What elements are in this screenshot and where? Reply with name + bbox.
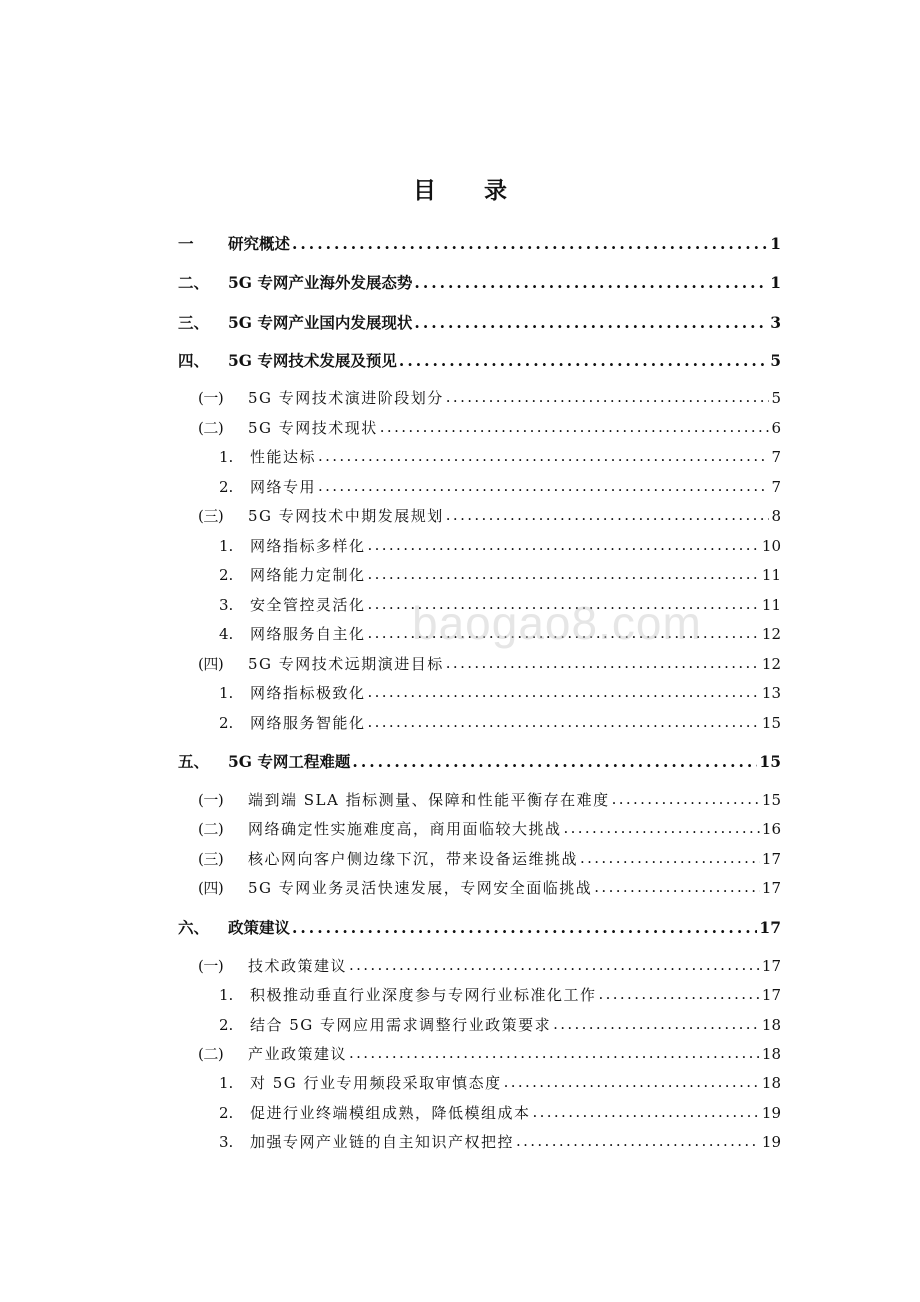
toc-entry-title: 加强专网产业链的自主知识产权把控 bbox=[250, 1133, 515, 1151]
toc-entry-page: 8 bbox=[771, 507, 781, 525]
toc-entry[interactable] bbox=[219, 712, 781, 736]
toc-dot-leader bbox=[349, 1044, 760, 1059]
toc-entry-title: 网络确定性实施难度高，商用面临较大挑战 bbox=[248, 820, 562, 838]
toc-dot-leader bbox=[414, 273, 768, 289]
toc-entry-title: 5G 专网工程难题 bbox=[228, 752, 351, 771]
toc-entry[interactable] bbox=[219, 682, 781, 706]
toc-entry[interactable] bbox=[198, 653, 781, 677]
toc-entry-page: 11 bbox=[761, 596, 781, 614]
toc-dot-leader bbox=[446, 506, 770, 521]
toc-dot-leader bbox=[599, 985, 760, 1000]
page-title: 目 录 bbox=[412, 177, 527, 204]
toc-entry-title: 产业政策建议 bbox=[248, 1045, 348, 1063]
toc-dot-leader bbox=[504, 1073, 760, 1088]
toc-dot-leader bbox=[318, 447, 769, 462]
toc-entry-title: 技术政策建议 bbox=[248, 957, 348, 975]
toc-dot-leader bbox=[533, 1103, 760, 1118]
toc-entry-title: 网络服务自主化 bbox=[250, 625, 366, 643]
toc-entry-title: 5G 专网技术中期发展规划 bbox=[248, 507, 444, 525]
toc-dot-leader bbox=[564, 819, 760, 834]
toc-dot-leader bbox=[352, 752, 757, 768]
toc-entry-title: 网络指标多样化 bbox=[250, 537, 366, 555]
toc-entry-page: 10 bbox=[761, 537, 781, 555]
toc-entry[interactable] bbox=[198, 789, 781, 813]
toc-dot-leader bbox=[516, 1132, 760, 1147]
toc-entry-number: 一 bbox=[178, 234, 194, 253]
toc-entry[interactable] bbox=[219, 535, 781, 559]
toc-entry[interactable] bbox=[198, 848, 781, 872]
toc-entry-number: (三) bbox=[198, 507, 224, 525]
toc-entry[interactable] bbox=[198, 505, 781, 529]
toc-entry-number: 三、 bbox=[178, 313, 210, 332]
toc-entry-title: 5G 专网技术发展及预见 bbox=[228, 351, 397, 370]
toc-entry[interactable] bbox=[178, 750, 781, 774]
toc-entry[interactable] bbox=[198, 417, 781, 441]
toc-entry-page: 18 bbox=[761, 1016, 781, 1034]
toc-dot-leader bbox=[414, 313, 768, 329]
toc-dot-leader bbox=[368, 565, 760, 580]
toc-dot-leader bbox=[553, 1015, 760, 1030]
toc-entry-page: 19 bbox=[761, 1133, 781, 1151]
toc-entry-page: 17 bbox=[761, 957, 781, 975]
toc-dot-leader bbox=[368, 536, 760, 551]
toc-entry[interactable] bbox=[198, 818, 781, 842]
toc-dot-leader bbox=[292, 234, 768, 250]
toc-entry-page: 5 bbox=[770, 351, 781, 370]
toc-entry-title: 积极推动垂直行业深度参与专网行业标准化工作 bbox=[250, 986, 597, 1004]
toc-entry-title: 安全管控灵活化 bbox=[250, 596, 366, 614]
toc-entry-number: 2. bbox=[219, 1104, 234, 1122]
watermark: baogao8.com bbox=[412, 597, 702, 649]
toc-dot-leader bbox=[292, 918, 757, 934]
toc-entry-number: 1. bbox=[219, 1074, 234, 1092]
toc-entry-number: 二、 bbox=[178, 273, 210, 292]
toc-entry-number: (四) bbox=[198, 879, 224, 897]
toc-entry-page: 13 bbox=[761, 684, 781, 702]
toc-entry-title: 政策建议 bbox=[228, 918, 291, 937]
toc-entry-title: 5G 专网产业国内发展现状 bbox=[228, 313, 413, 332]
toc-dot-leader bbox=[368, 713, 760, 728]
toc-entry-number: (二) bbox=[198, 419, 224, 437]
toc-entry[interactable] bbox=[178, 232, 781, 256]
toc-entry-number: 3. bbox=[219, 596, 234, 614]
toc-entry-number: (一) bbox=[198, 957, 224, 975]
toc-entry-number: 六、 bbox=[178, 918, 210, 937]
toc-entry[interactable] bbox=[219, 1102, 781, 1126]
toc-entry-page: 7 bbox=[771, 478, 781, 496]
toc-entry-title: 网络指标极致化 bbox=[250, 684, 366, 702]
toc-entry-title: 5G 专网业务灵活快速发展，专网安全面临挑战 bbox=[248, 879, 593, 897]
toc-entry-number: 1. bbox=[219, 684, 234, 702]
toc-entry-number: (四) bbox=[198, 655, 224, 673]
toc-entry-title: 网络服务智能化 bbox=[250, 714, 366, 732]
toc-entry-title: 对 5G 行业专用频段采取审慎态度 bbox=[250, 1074, 502, 1092]
toc-entry[interactable] bbox=[219, 446, 781, 470]
toc-entry[interactable] bbox=[219, 564, 781, 588]
toc-entry[interactable] bbox=[178, 349, 781, 373]
toc-entry-title: 性能达标 bbox=[250, 448, 317, 466]
toc-entry-title: 5G 专网技术现状 bbox=[248, 419, 378, 437]
toc-dot-leader bbox=[368, 683, 760, 698]
toc-entry[interactable] bbox=[219, 1072, 781, 1096]
toc-entry-page: 18 bbox=[761, 1074, 781, 1092]
toc-entry-page: 15 bbox=[759, 752, 781, 771]
toc-dot-leader bbox=[612, 790, 760, 805]
toc-entry[interactable] bbox=[178, 311, 781, 335]
toc-entry-page: 12 bbox=[761, 655, 781, 673]
toc-entry-page: 17 bbox=[761, 879, 781, 897]
toc-entry-page: 17 bbox=[759, 918, 781, 937]
toc-entry[interactable] bbox=[198, 1043, 781, 1067]
toc-entry-number: 2. bbox=[219, 714, 234, 732]
toc-entry-title: 5G 专网技术远期演进目标 bbox=[248, 655, 444, 673]
toc-dot-leader bbox=[349, 956, 760, 971]
toc-entry-title: 研究概述 bbox=[228, 234, 291, 253]
toc-entry-title: 5G 专网技术演进阶段划分 bbox=[248, 389, 444, 407]
toc-entry[interactable] bbox=[198, 955, 781, 979]
toc-entry-title: 促进行业终端模组成熟，降低模组成本 bbox=[250, 1104, 531, 1122]
toc-entry-number: 3. bbox=[219, 1133, 234, 1151]
toc-dot-leader bbox=[446, 654, 760, 669]
toc-entry-number: (三) bbox=[198, 850, 224, 868]
toc-entry-title: 5G 专网产业海外发展态势 bbox=[228, 273, 413, 292]
toc-entry-page: 17 bbox=[761, 986, 781, 1004]
toc-entry[interactable] bbox=[219, 1014, 781, 1038]
toc-entry-number: 2. bbox=[219, 566, 234, 584]
toc-entry-number: 1. bbox=[219, 448, 234, 466]
toc-entry-number: 2. bbox=[219, 478, 234, 496]
toc-entry-number: 四、 bbox=[178, 351, 210, 370]
toc-entry-page: 7 bbox=[771, 448, 781, 466]
toc-entry[interactable] bbox=[178, 916, 781, 940]
toc-dot-leader bbox=[580, 849, 760, 864]
toc-entry[interactable] bbox=[219, 623, 781, 647]
toc-entry-number: 1. bbox=[219, 537, 234, 555]
toc-entry-number: 1. bbox=[219, 986, 234, 1004]
toc-dot-leader bbox=[594, 878, 760, 893]
toc-entry-page: 15 bbox=[761, 714, 781, 732]
toc-entry-title: 端到端 SLA 指标测量、保障和性能平衡存在难度 bbox=[248, 791, 610, 809]
toc-entry-title: 核心网向客户侧边缘下沉，带来设备运维挑战 bbox=[248, 850, 579, 868]
toc-entry[interactable] bbox=[219, 594, 781, 618]
toc-entry-number: (二) bbox=[198, 820, 224, 838]
toc-entry-page: 16 bbox=[761, 820, 781, 838]
toc-entry-page: 11 bbox=[761, 566, 781, 584]
toc-entry-number: 2. bbox=[219, 1016, 234, 1034]
toc-entry[interactable] bbox=[198, 877, 781, 901]
toc-entry-page: 6 bbox=[771, 419, 781, 437]
toc-entry-number: (一) bbox=[198, 389, 224, 407]
toc-entry-page: 1 bbox=[770, 273, 781, 292]
toc-entry-number: (一) bbox=[198, 791, 224, 809]
toc-entry[interactable] bbox=[219, 984, 781, 1008]
toc-entry[interactable] bbox=[219, 1131, 781, 1155]
toc-entry-title: 网络专用 bbox=[250, 478, 317, 496]
toc-entry-page: 19 bbox=[761, 1104, 781, 1122]
toc-entry-page: 1 bbox=[770, 234, 781, 253]
toc-dot-leader bbox=[446, 388, 770, 403]
toc-entry[interactable] bbox=[178, 271, 781, 295]
toc-entry-page: 3 bbox=[770, 313, 781, 332]
toc-dot-leader bbox=[368, 624, 760, 639]
toc-dot-leader bbox=[318, 477, 769, 492]
toc-entry[interactable] bbox=[219, 476, 781, 500]
toc-entry-number: 4. bbox=[219, 625, 234, 643]
toc-dot-leader bbox=[368, 595, 760, 610]
toc-entry-page: 18 bbox=[761, 1045, 781, 1063]
toc-entry-title: 结合 5G 专网应用需求调整行业政策要求 bbox=[250, 1016, 552, 1034]
toc-entry-number: 五、 bbox=[178, 752, 210, 771]
toc-entry-page: 12 bbox=[761, 625, 781, 643]
toc-dot-leader bbox=[380, 418, 770, 433]
toc-entry-title: 网络能力定制化 bbox=[250, 566, 366, 584]
toc-entry-page: 15 bbox=[761, 791, 781, 809]
toc-entry[interactable] bbox=[198, 387, 781, 411]
toc-dot-leader bbox=[399, 351, 768, 367]
toc-entry-page: 5 bbox=[771, 389, 781, 407]
toc-entry-page: 17 bbox=[761, 850, 781, 868]
toc-entry-number: (二) bbox=[198, 1045, 224, 1063]
